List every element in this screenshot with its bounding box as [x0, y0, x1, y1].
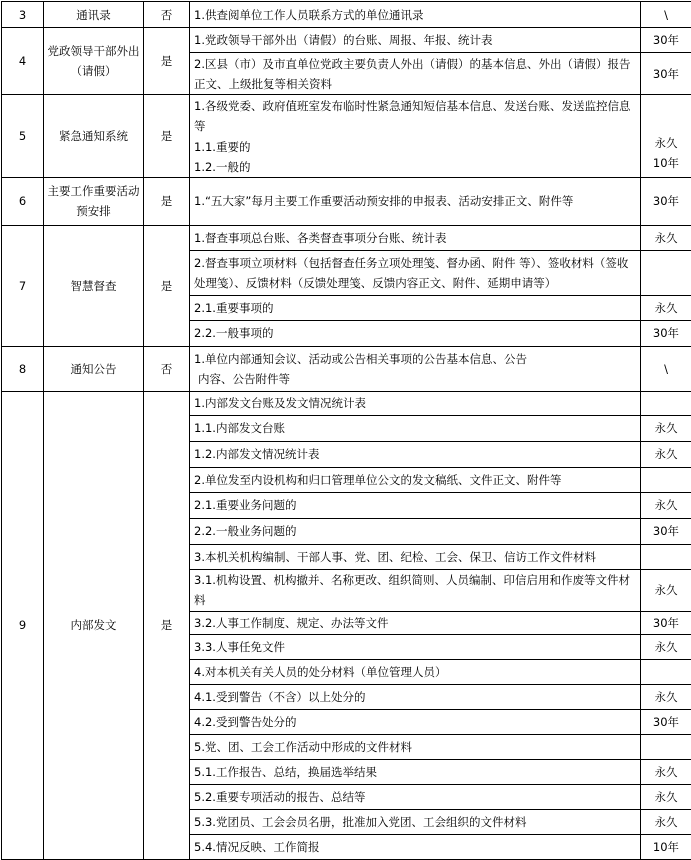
content-cell: 5.4.情况反映、工作简报: [190, 834, 641, 859]
content-cell: 3.1.机构设置、机构撤并、名称更改、组织简则、人员编制、印信启用和作废等文件材料: [190, 569, 641, 611]
flag-cell: 是: [144, 28, 190, 95]
category-name: 通知公告: [44, 346, 144, 391]
content-cell: 1.督查事项总台账、各类督查事项分台账、统计表: [190, 225, 641, 250]
table-row: [2, 391, 691, 415]
content-cell: [190, 346, 641, 391]
content-line: 1.单位内部通知会议、活动或公告相关事项的公告基本信息、公告: [194, 349, 636, 369]
retention-table: [1, 1, 691, 860]
flag-cell: 是: [144, 177, 190, 225]
category-name: 通讯录: [44, 2, 144, 28]
period-cell: 永久: [641, 295, 691, 320]
content-cell: 1.供查阅单位工作人员联系方式的单位通讯录: [190, 2, 641, 28]
period-cell: \: [641, 346, 691, 391]
content-cell: 2.1.重要业务问题的: [190, 492, 641, 518]
period-cell: 永久: [641, 441, 691, 467]
content-cell: 2.1.重要事项的: [190, 295, 641, 320]
period-cell: \: [641, 2, 691, 28]
row-number: 6: [2, 177, 44, 225]
table-row: [2, 28, 691, 53]
period-cell: [641, 391, 691, 415]
content-cell: 2.督查事项立项材料（包括督查任务立项处理笺、督办函、附件 等）、签收材料（签收处理笺）、反馈材料（反馈处理笺、反馈内容正文、附件、延期申请等）: [190, 250, 641, 295]
period-cell: 永久: [641, 759, 691, 784]
content-cell: 5.党、团、工会工作活动中形成的文件材料: [190, 734, 641, 759]
flag-cell: 是: [144, 225, 190, 346]
table-row: [2, 346, 691, 391]
content-cell: 5.3.党团员、工会会员名册，批准加入党团、工会组织的文件材料: [190, 809, 641, 834]
period-cell: 永久: [641, 225, 691, 250]
period-cell: 永久: [641, 569, 691, 611]
content-line: 内容、公告附件等: [194, 369, 636, 389]
period-cell: [641, 250, 691, 295]
period-cell: 30年: [641, 28, 691, 53]
row-number: 5: [2, 95, 44, 178]
table-row: [2, 177, 691, 225]
category-name: 紧急通知系统: [44, 95, 144, 178]
period-cell: 10年: [641, 834, 691, 859]
period-cell: 永久: [641, 634, 691, 659]
content-cell: 2.单位发至内设机构和归口管理单位公文的发文稿纸、文件正文、附件等: [190, 467, 641, 492]
category-name: 党政领导干部外出（请假）: [44, 28, 144, 95]
row-number: 7: [2, 225, 44, 346]
content-cell: 1.各级党委、政府值班室发布临时性紧急通知短信基本信息、发送台账、发送监控信息等: [190, 95, 641, 137]
content-cell: 4.2.受到警告处分的: [190, 709, 641, 734]
table-row: [2, 225, 691, 250]
table-row: [2, 95, 691, 137]
content-cell: 1.1.重要的: [190, 137, 641, 157]
period-cell: [641, 544, 691, 569]
content-cell: 2.2.一般业务问题的: [190, 518, 641, 544]
content-cell: 2.区县（市）及市直单位党政主要负责人外出（请假）的基本信息、外出（请假）报告正文、上级批复等相关资料: [190, 53, 641, 95]
period-cell: 永久: [641, 809, 691, 834]
period-cell: 永久: [641, 415, 691, 441]
row-number: 3: [2, 2, 44, 28]
period-value: 永久: [641, 133, 691, 153]
content-cell: 1.1.内部发文台账: [190, 415, 641, 441]
content-cell: 1.内部发文台账及发文情况统计表: [190, 391, 641, 415]
content-cell: 1.2.一般的: [190, 157, 641, 178]
content-cell: 1.党政领导干部外出（请假）的台账、周报、年报、统计表: [190, 28, 641, 53]
period-cell: 永久: [641, 492, 691, 518]
period-cell: 30年: [641, 177, 691, 225]
row-number: 9: [2, 391, 44, 859]
period-cell: 30年: [641, 709, 691, 734]
content-cell: 3.本机关机构编制、干部人事、党、团、纪检、工会、保卫、信访工作文件材料: [190, 544, 641, 569]
content-cell: 1.“五大家”每月主要工作重要活动预安排的申报表、活动安排正文、附件等: [190, 177, 641, 225]
content-cell: 4.1.受到警告（不含）以上处分的: [190, 684, 641, 709]
period-cell: [641, 467, 691, 492]
period-cell: 永久: [641, 784, 691, 809]
category-name: 主要工作重要活动预安排: [44, 177, 144, 225]
period-value: 10年: [641, 153, 691, 173]
content-cell: 2.2.一般事项的: [190, 320, 641, 346]
period-cell: 30年: [641, 611, 691, 634]
content-cell: 1.2.内部发文情况统计表: [190, 441, 641, 467]
flag-cell: 否: [144, 2, 190, 28]
content-cell: 4.对本机关有关人员的处分材料（单位管理人员）: [190, 659, 641, 684]
period-cell: 永久: [641, 684, 691, 709]
flag-cell: 是: [144, 95, 190, 178]
content-cell: 3.3.人事任免文件: [190, 634, 641, 659]
table-row: [2, 2, 691, 28]
content-cell: 5.1.工作报告、总结，换届选举结果: [190, 759, 641, 784]
content-cell: 5.2.重要专项活动的报告、总结等: [190, 784, 641, 809]
period-cell: [641, 95, 691, 178]
period-cell: 30年: [641, 320, 691, 346]
flag-cell: 否: [144, 346, 190, 391]
row-number: 4: [2, 28, 44, 95]
flag-cell: 是: [144, 391, 190, 859]
period-cell: 30年: [641, 518, 691, 544]
row-number: 8: [2, 346, 44, 391]
period-cell: [641, 659, 691, 684]
period-cell: [641, 734, 691, 759]
content-cell: 3.2.人事工作制度、规定、办法等文件: [190, 611, 641, 634]
category-name: 内部发文: [44, 391, 144, 859]
category-name: 智慧督查: [44, 225, 144, 346]
period-cell: 30年: [641, 53, 691, 95]
